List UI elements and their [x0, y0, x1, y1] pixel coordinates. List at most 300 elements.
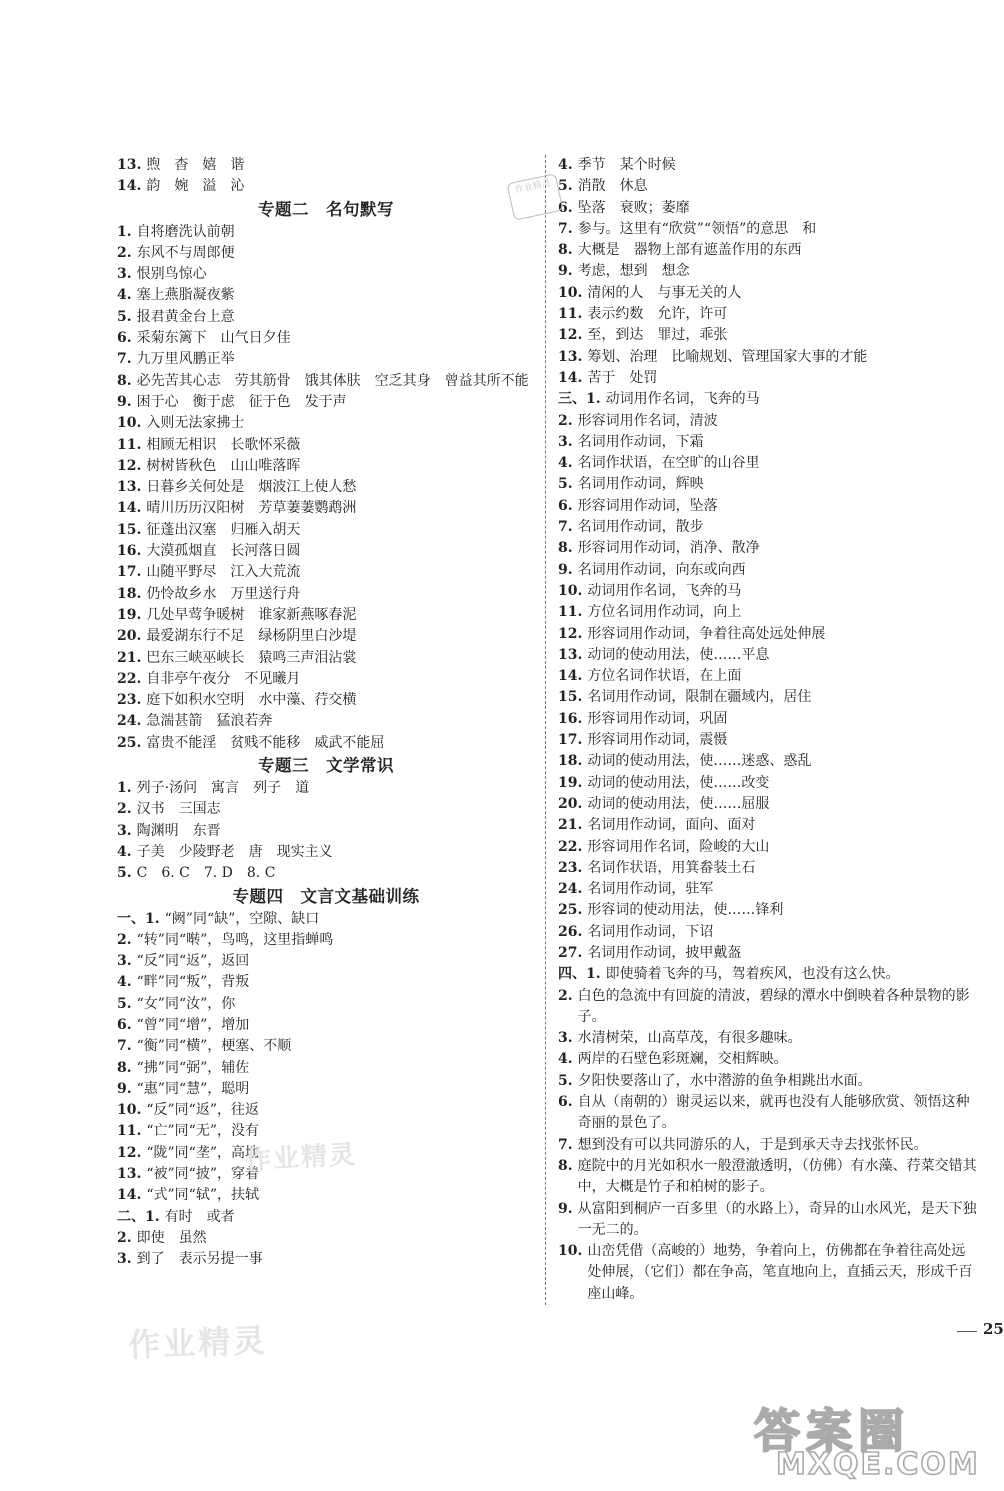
answer-number: 12. [558, 327, 583, 344]
answer-item [558, 1241, 978, 1305]
answer-text: 动词的使动用法，使……改变 [587, 774, 770, 791]
answer-number: 2. [117, 244, 132, 261]
answer-number: 23. [117, 692, 142, 709]
answer-text: 表示约数 允许，许可 [587, 306, 728, 323]
answer-number: 10. [117, 415, 142, 432]
answer-number: 3. [558, 433, 573, 450]
answer-text: 必先苦其心志 劳其筋骨 饿其体肤 空乏其身 曾益其所不能 [136, 372, 529, 389]
answer-number: 2. [117, 931, 132, 948]
answer-item [558, 815, 978, 836]
answer-text: 几处早莺争暖树 谁家新燕啄春泥 [146, 606, 357, 623]
answer-item [117, 371, 535, 392]
answer-number: 一、1. [117, 910, 160, 927]
answer-number: 9. [558, 561, 573, 578]
answer-text: 东风不与周郎便 [136, 244, 235, 261]
answer-item [117, 520, 535, 541]
answer-text: “畔”同“叛”，背叛 [136, 974, 250, 991]
answer-text: 动词用作名词，飞奔的马 [605, 391, 760, 408]
answer-item [558, 602, 978, 623]
column-divider [545, 155, 546, 1305]
answer-text: 即使骑着飞奔的马，驾着疾风，也没有这么快。 [605, 966, 900, 983]
right-column [558, 155, 978, 1305]
answer-text: 形容词用作名词，险峻的大山 [587, 838, 770, 855]
answer-text: 白色的急流中有回旋的清波，碧绿的潭水中倒映着各种景物的影子。 [577, 987, 970, 1025]
answer-item [558, 1092, 978, 1135]
answer-item [558, 517, 978, 538]
answer-number: 4. [558, 157, 573, 173]
answer-text: 消散 休息 [577, 178, 648, 195]
answer-number: 5. [558, 476, 573, 493]
answer-number: 24. [117, 713, 142, 730]
answer-text: 名词用作动词，驻军 [587, 881, 714, 898]
answer-number: 1. [117, 780, 132, 797]
answer-item [117, 176, 535, 197]
answer-text: 自从（南朝的）谢灵运以来，就再也没有人能够欣赏、领悟这种奇丽的景色了。 [577, 1094, 970, 1132]
answer-number: 11. [117, 1123, 142, 1140]
answer-number: 13. [558, 348, 583, 365]
answer-number: 14. [117, 1187, 142, 1204]
answer-text: “式”同“轼”，扶轼 [146, 1187, 259, 1204]
answer-text: 方位名词作状语，在上面 [587, 668, 742, 685]
answer-item [117, 392, 535, 413]
answer-text: 坠落 衰败；萎靡 [577, 199, 690, 216]
answer-item [558, 389, 978, 410]
answer-number: 14. [558, 668, 583, 685]
answer-number: 15. [558, 689, 583, 706]
answer-number: 22. [117, 670, 142, 687]
answer-number: 13. [117, 479, 142, 496]
answer-text: 采菊东篱下 山气日夕佳 [136, 330, 291, 347]
answer-item [558, 581, 978, 602]
lower-watermark: 作业精灵 [127, 1321, 269, 1365]
answer-item [117, 541, 535, 562]
answer-number: 7. [117, 1038, 132, 1055]
answer-number: 4. [117, 843, 132, 860]
answer-text: 形容词用作动词，消净、散净 [577, 540, 760, 557]
answer-item [117, 1036, 535, 1057]
answer-text: 九万里风鹏正举 [136, 351, 235, 368]
answer-item [558, 325, 978, 346]
answer-text: 汉书 三国志 [136, 801, 221, 818]
answer-text: 最爱湖东行不足 绿杨阴里白沙堤 [146, 628, 357, 645]
answer-number: 16. [558, 710, 583, 727]
answer-text: 名词作状语，用箕畚装土石 [587, 859, 756, 876]
answer-number: 20. [117, 628, 142, 645]
answer-text: 困于心 衡于虑 征于色 发于声 [136, 393, 347, 410]
answer-text: 形容词用作动词，震慑 [587, 732, 728, 749]
answer-item [117, 863, 535, 884]
answer-item [558, 1049, 978, 1070]
answer-number: 8. [117, 1059, 132, 1076]
answer-text: 季节 某个时候 [577, 157, 676, 173]
answer-number: 14. [117, 178, 142, 195]
answer-item [558, 411, 978, 432]
answer-item [558, 283, 978, 304]
answer-item [117, 264, 535, 285]
answer-item [558, 986, 978, 1029]
answer-text: 名词用作动词，散步 [577, 519, 704, 536]
answer-text: 山随平野尽 江入大荒流 [146, 564, 301, 581]
answer-item [558, 347, 978, 368]
answer-number: 12. [117, 457, 142, 474]
answer-text: “阙”同“缺”，空隙、缺口 [164, 910, 320, 927]
answer-item [117, 842, 535, 863]
left-column [117, 155, 535, 1271]
answer-item [558, 943, 978, 964]
answer-text: C 6. C 7. D 8. C [136, 865, 276, 882]
answer-item [558, 1199, 978, 1242]
answer-number: 3. [117, 822, 132, 839]
answer-number: 13. [117, 157, 142, 173]
answer-item [117, 1249, 535, 1270]
answer-text: 自将磨洗认前朝 [136, 223, 235, 240]
page-number-rule [957, 1331, 977, 1332]
answer-text: 名词用作动词，下诏 [587, 923, 714, 940]
answer-number: 21. [558, 817, 583, 834]
answer-text: 征蓬出汉塞 归雁入胡天 [146, 521, 301, 538]
answer-text: “曾”同“增”，增加 [136, 1016, 250, 1033]
answer-item [117, 1143, 535, 1164]
answer-text: 大概是 器物上部有遮盖作用的东西 [577, 242, 802, 259]
answer-number: 2. [558, 412, 573, 429]
answer-item [558, 261, 978, 282]
answer-item [558, 219, 978, 240]
answer-number: 27. [558, 944, 583, 961]
answer-number: 9. [117, 393, 132, 410]
answer-item [117, 711, 535, 732]
answer-number: 4. [117, 287, 132, 304]
answer-number: 18. [558, 753, 583, 770]
answer-item [117, 328, 535, 349]
answer-text: 韵 婉 溢 沁 [146, 178, 245, 195]
answer-text: 名词用作动词，向东或向西 [577, 561, 746, 578]
answer-number: 三、1. [558, 391, 601, 408]
answer-number: 14. [117, 500, 142, 517]
answer-number: 四、1. [558, 966, 601, 983]
answer-item [558, 560, 978, 581]
answer-item [558, 1071, 978, 1092]
answer-number: 25. [558, 902, 583, 919]
answer-number: 13. [117, 1166, 142, 1183]
answer-text: 形容词用作动词，争着往高处远处伸展 [587, 625, 826, 642]
answer-text: 庭下如积水空明 水中藻、荇交横 [146, 692, 357, 709]
answer-number: 7. [117, 351, 132, 368]
answer-item [558, 538, 978, 559]
section-heading: 专题三 文学常识 [258, 756, 394, 776]
answer-text: 形容词的使动用法，使……锋利 [587, 902, 784, 919]
answer-text: 参与。这里有“欣赏”“领悟”的意思 和 [577, 220, 817, 237]
section-heading: 专题四 文言文基础训练 [232, 886, 420, 906]
answer-item [117, 584, 535, 605]
answer-text: 列子·汤问 寓言 列子 道 [136, 780, 310, 797]
answer-text: 名词用作动词，下霜 [577, 433, 704, 450]
answer-number: 5. [558, 178, 573, 195]
answer-text: “转”同“啭”，鸟鸣，这里指蝉鸣 [136, 931, 334, 948]
answer-item [117, 413, 535, 434]
answer-number: 5. [117, 995, 132, 1012]
answer-item [117, 1015, 535, 1036]
answer-number: 13. [558, 646, 583, 663]
answer-number: 15. [117, 521, 142, 538]
answer-item [117, 799, 535, 820]
answer-item [117, 1185, 535, 1206]
answer-text: 急湍甚箭 猛浪若奔 [146, 713, 273, 730]
answer-item [558, 794, 978, 815]
answer-text: 陶渊明 东晋 [136, 822, 221, 839]
answer-text: 动词的使动用法，使……迷惑、惑乱 [587, 753, 812, 770]
answer-number: 7. [558, 519, 573, 536]
answer-number: 24. [558, 881, 583, 898]
answer-item [117, 778, 535, 799]
answer-text: 塞上燕脂凝夜紫 [136, 287, 235, 304]
answer-text: 大漠孤烟直 长河落日圆 [146, 543, 301, 560]
answer-item [558, 624, 978, 645]
answer-text: 形容词用作动词，巩固 [587, 710, 728, 727]
answer-text: 庭院中的月光如积水一般澄澈透明，（仿佛）有水藻、荇菜交错其中，大概是竹子和柏树的影子。 [577, 1157, 977, 1196]
answer-item [117, 435, 535, 456]
answer-number: 9. [558, 1200, 573, 1217]
answer-item [558, 837, 978, 858]
answer-number: 3. [558, 1030, 573, 1047]
middle-watermark: 作业精灵 [244, 1140, 358, 1176]
answer-text: 名词用作动词，面向、面对 [587, 817, 756, 834]
answer-item [558, 1028, 978, 1049]
answer-number: 8. [558, 540, 573, 557]
answer-text: 动词的使动用法，使……屈服 [587, 795, 770, 812]
answer-item [558, 687, 978, 708]
answer-item [558, 1156, 978, 1199]
answer-item [558, 240, 978, 261]
stamp-watermark: 作业精灵 [507, 173, 564, 221]
answer-text: 自非亭午夜分 不见曦月 [146, 670, 301, 687]
answer-item [117, 285, 535, 306]
answer-number: 18. [117, 585, 142, 602]
answer-number: 3. [117, 266, 132, 283]
answer-text: 山峦凭借（高峻的）地势，争着向上，仿佛都在争着往高处远处伸展，（它们）都在争高，笔直地向上，直插云天，形成千百座山峰。 [587, 1243, 973, 1302]
answer-text: 动词用作名词，飞奔的马 [587, 582, 742, 599]
answer-item [558, 453, 978, 474]
answer-item [117, 1100, 535, 1121]
answer-number: 11. [558, 306, 583, 323]
answer-item [558, 900, 978, 921]
answer-text: 树树皆秋色 山山唯落晖 [146, 457, 301, 474]
answer-number: 10. [558, 582, 583, 599]
answer-number: 14. [558, 369, 583, 386]
answer-text: 至，到达 罪过，乖张 [587, 327, 728, 344]
answer-item [117, 562, 535, 583]
answer-text: 名词用作动词，辉映 [577, 476, 704, 493]
answer-text: 到了 表示另提一事 [136, 1251, 263, 1268]
answer-number: 3. [117, 953, 132, 970]
answer-item [117, 155, 535, 176]
answer-number: 6. [558, 497, 573, 514]
answer-number: 12. [558, 625, 583, 642]
answer-item [117, 1079, 535, 1100]
answer-item [117, 930, 535, 951]
answer-number: 11. [558, 604, 583, 621]
answer-item [117, 456, 535, 477]
answer-number: 23. [558, 859, 583, 876]
answer-text: “拂”同“弼”，辅佐 [136, 1059, 250, 1076]
answer-text: 名词用作动词，披甲戴盔 [587, 944, 742, 961]
answer-item [117, 1207, 535, 1228]
answer-item [558, 496, 978, 517]
answer-text: “女”同“汝”，你 [136, 995, 236, 1012]
answer-number: 11. [117, 436, 142, 453]
answer-text: “被”同“披”，穿着 [146, 1166, 259, 1183]
answer-text: 晴川历历汉阳树 芳草萋萋鹦鹉洲 [146, 500, 357, 517]
answer-text: “反”同“返”，往返 [146, 1102, 259, 1119]
answer-number: 2. [558, 987, 573, 1004]
answer-text: 两岸的石壁色彩斑斓，交相辉映。 [577, 1051, 788, 1068]
answer-item [117, 1228, 535, 1249]
answer-number: 22. [558, 838, 583, 855]
answer-number: 6. [558, 199, 573, 216]
answer-number: 10. [558, 284, 583, 301]
answer-item [558, 176, 978, 197]
answer-item [117, 972, 535, 993]
answer-item [558, 198, 978, 219]
answer-text: 考虑，想到 想念 [577, 263, 690, 280]
answer-item [117, 477, 535, 498]
answer-text: 巴东三峡巫峡长 猿鸣三声泪沾裳 [146, 649, 357, 666]
answer-text: 报君黄金台上意 [136, 308, 235, 325]
answer-number: 3. [117, 1251, 132, 1268]
answer-number: 2. [117, 1229, 132, 1246]
answer-number: 6. [117, 1016, 132, 1033]
answer-item [117, 605, 535, 626]
answer-number: 4. [117, 974, 132, 991]
answer-text: 筹划、治理 比喻规划、管理国家大事的才能 [587, 348, 868, 365]
answer-text: 煦 杳 嬉 谐 [146, 157, 245, 173]
answer-item [117, 690, 535, 711]
answer-item [558, 879, 978, 900]
answer-number: 7. [558, 1136, 573, 1153]
answer-item [558, 730, 978, 751]
answer-number: 5. [117, 865, 132, 882]
answer-text: 方位名词用作动词，向上 [587, 604, 742, 621]
answer-item [117, 1121, 535, 1142]
answer-item [558, 368, 978, 389]
logo-url: MXQE.COM [776, 1447, 980, 1482]
answer-text: 即使 虽然 [136, 1229, 207, 1246]
answer-number: 7. [558, 220, 573, 237]
answer-item [558, 432, 978, 453]
answer-number: 17. [117, 564, 142, 581]
answer-number: 2. [117, 801, 132, 818]
answer-item [117, 243, 535, 264]
answer-item [117, 821, 535, 842]
answer-item [558, 1135, 978, 1156]
answer-number: 17. [558, 732, 583, 749]
answer-number: 4. [558, 455, 573, 472]
answer-item [558, 964, 978, 985]
answer-number: 9. [558, 263, 573, 280]
answer-text: 名词作状语，在空旷的山谷里 [577, 455, 760, 472]
answer-number: 12. [117, 1144, 142, 1161]
answer-item [117, 1058, 535, 1079]
answer-text: 有时 或者 [164, 1208, 235, 1225]
page-number: 25 [983, 1320, 1004, 1338]
answer-number: 1. [117, 223, 132, 240]
answer-number: 16. [117, 543, 142, 560]
answer-number: 26. [558, 923, 583, 940]
answer-text: “衡”同“横”，梗塞、不顺 [136, 1038, 292, 1055]
answer-text: 富贵不能淫 贫贱不能移 威武不能屈 [146, 734, 385, 751]
answer-number: 25. [117, 734, 142, 751]
answer-text: 夕阳快要落山了，水中潜游的鱼争相跳出水面。 [577, 1072, 872, 1089]
answer-text: 清闲的人 与事无关的人 [587, 284, 742, 301]
answer-text: 想到没有可以共同游乐的人，于是到承天寺去找张怀民。 [577, 1136, 928, 1153]
answer-number: 6. [117, 330, 132, 347]
answer-item [117, 951, 535, 972]
answer-text: 名词用作动词，限制在疆域内，居住 [587, 689, 812, 706]
answer-item [117, 669, 535, 690]
answer-text: 日暮乡关何处是 烟波江上使人愁 [146, 479, 357, 496]
answer-item [117, 626, 535, 647]
answer-item [117, 498, 535, 519]
answer-item [117, 222, 535, 243]
answer-number: 6. [558, 1094, 573, 1111]
answer-text: 苦于 处罚 [587, 369, 658, 386]
answer-number: 10. [117, 1102, 142, 1119]
answer-number: 8. [558, 242, 573, 259]
answer-text: 形容词用作动词，坠落 [577, 497, 718, 514]
answer-text: “陇”同“垄”，高地 [146, 1144, 259, 1161]
answer-text: 子美 少陵野老 唐 现实主义 [136, 843, 333, 860]
answer-item [558, 709, 978, 730]
answer-number: 8. [117, 372, 132, 389]
answer-number: 8. [558, 1157, 573, 1174]
answer-text: 相顾无相识 长歌怀采薇 [146, 436, 301, 453]
answer-item [117, 994, 535, 1015]
answer-number: 19. [117, 606, 142, 623]
answer-item [117, 1164, 535, 1185]
answer-item [117, 307, 535, 328]
answer-item [117, 909, 535, 930]
answer-item [117, 349, 535, 370]
answer-number: 21. [117, 649, 142, 666]
answer-text: 形容词用作名词，清波 [577, 412, 718, 429]
answer-number: 19. [558, 774, 583, 791]
answer-text: 恨别鸟惊心 [136, 266, 207, 283]
answer-item [558, 858, 978, 879]
answer-item [558, 666, 978, 687]
answer-item [558, 773, 978, 794]
answer-text: 动词的使动用法，使……平息 [587, 646, 770, 663]
answer-item [558, 304, 978, 325]
answer-text: 仍怜故乡水 万里送行舟 [146, 585, 301, 602]
section-heading: 专题二 名句默写 [258, 199, 394, 219]
answer-text: “惠”同“慧”，聪明 [136, 1080, 250, 1097]
answer-item [558, 645, 978, 666]
answer-number: 10. [558, 1243, 583, 1260]
answer-item [117, 648, 535, 669]
answer-number: 5. [117, 308, 132, 325]
answer-number: 20. [558, 795, 583, 812]
answer-item [558, 474, 978, 495]
answer-item [558, 155, 978, 176]
answer-number: 9. [117, 1080, 132, 1097]
logo-title: 答案圈 [754, 1404, 910, 1458]
answer-item [117, 733, 535, 754]
answer-number: 4. [558, 1051, 573, 1068]
answer-number: 二、1. [117, 1208, 160, 1225]
answer-item [558, 922, 978, 943]
answer-text: 水清树荣，山高草茂，有很多趣味。 [577, 1030, 802, 1047]
answer-item [558, 751, 978, 772]
site-logo [748, 1395, 983, 1487]
